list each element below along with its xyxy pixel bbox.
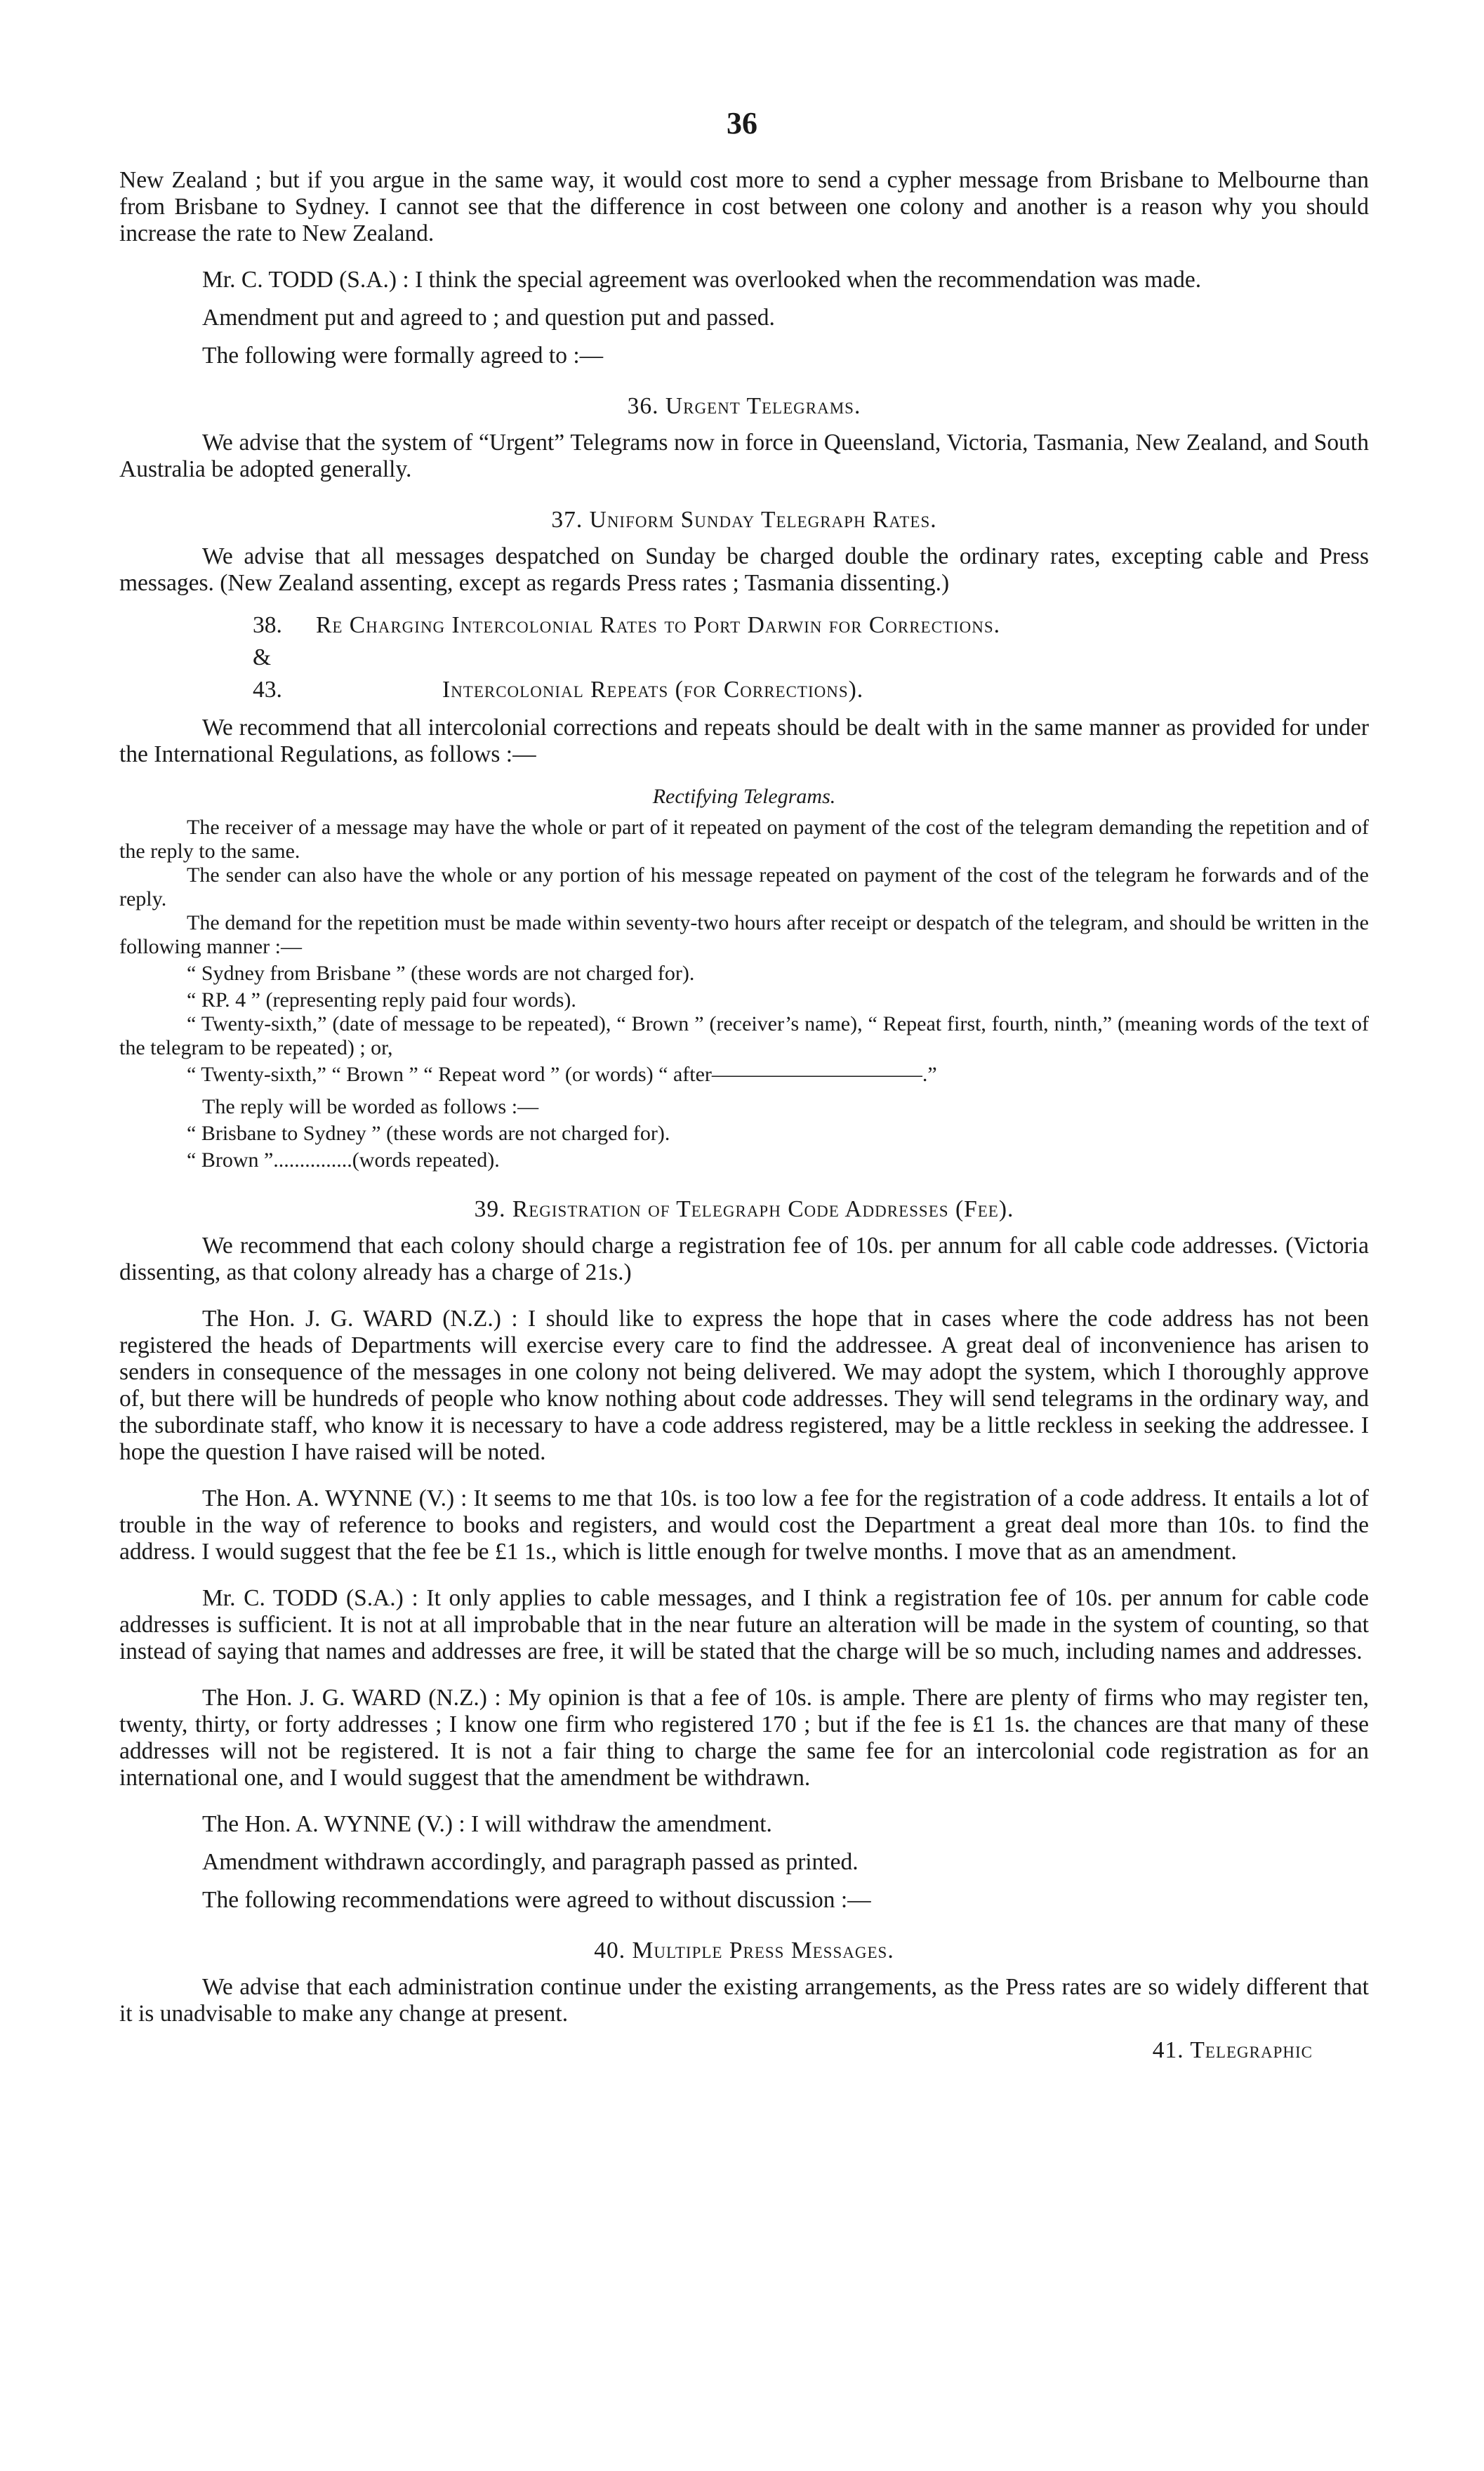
rule-paragraph: The receiver of a message may have the whole or part of it repeated on payment of the cost of the telegram demanding the repetition and of the reply to the same. bbox=[119, 816, 1369, 863]
procedural-note: Amendment withdrawn accordingly, and paragraph passed as printed. bbox=[202, 1849, 859, 1875]
section-number: 38. bbox=[253, 612, 282, 638]
procedural-note: Amendment put and agreed to ; and question put and passed. bbox=[202, 305, 775, 331]
section-heading-37: 37. Uniform Sunday Telegraph Rates. bbox=[551, 507, 937, 533]
speech-wynne-2: The Hon. A. WYNNE (V.) : I will withdraw the amendment. bbox=[202, 1811, 772, 1837]
section-heading-39: 39. Registration of Telegraph Code Addresses (Fee). bbox=[474, 1196, 1014, 1222]
rectifying-telegrams-block bbox=[119, 785, 1369, 1172]
procedural-note: The following recommendations were agreed to without discussion :— bbox=[202, 1887, 871, 1913]
recommendation-40: We advise that each administration continue under the existing arrangements, as the Press rates are so widely different that it is unadvisable to make any change at present. bbox=[119, 1974, 1369, 2027]
rule-paragraph: The sender can also have the whole or any portion of his message repeated on payment of the cost of the telegram he forwards and of the reply. bbox=[119, 863, 1369, 910]
section-heading-38 bbox=[119, 612, 1369, 639]
speech-ward-2: The Hon. J. G. WARD (N.Z.) : My opinion is that a fee of 10s. is ample. There are plenty of firms who may register ten, twenty, thirty, or forty addresses ; I know one firm who registered 170 ; but if the fee is £1 1s. the chances are that many of these addresses will not be registered. It is not a fair thing to charge the same fee for an intercolonial code registration as for an international one, and I would suggest that the amendment be withdrawn. bbox=[119, 1685, 1369, 1791]
procedural-note: The following were formally agreed to :— bbox=[202, 343, 604, 369]
example-line: “ Twenty-sixth,” “ Brown ” “ Repeat word ” (or words) “ after——————————.” bbox=[187, 1063, 937, 1086]
page-content bbox=[119, 167, 1369, 2064]
paragraph-continuation: New Zealand ; but if you argue in the same way, it would cost more to send a cypher message from Brisbane to Melbourne than from Brisbane to Sydney. I cannot see that the difference in cost between one colony and another is a reason why you should increase the rate to New Zealand. bbox=[119, 167, 1369, 246]
section-title: Re Charging Intercolonial Rates to Port Darwin for Corrections. bbox=[316, 612, 1001, 638]
speech-todd-2: Mr. C. TODD (S.A.) : It only applies to cable messages, and I think a registration fee of 10s. per annum for cable code addresses is sufficient. It is not at all improbable that in the near future an alteration will be made in the system of counting, so that instead of saying that names and addresses are free, it will be stated that the charge will be so much, including names and addresses. bbox=[119, 1585, 1369, 1664]
example-line: “ Twenty-sixth,” (date of message to be repeated), “ Brown ” (receiver’s name), “ Repeat first, fourth, ninth,” (meaning words of the text of the telegram to be repeated) ; or, bbox=[119, 1012, 1369, 1059]
catchword: 41. Telegraphic bbox=[1152, 2037, 1313, 2063]
section-heading-40: 40. Multiple Press Messages. bbox=[594, 1937, 894, 1963]
example-line: “ Brisbane to Sydney ” (these words are not charged for). bbox=[187, 1122, 670, 1145]
page-number: 36 bbox=[727, 106, 757, 140]
recommendation-38-43: We recommend that all intercolonial corrections and repeats should be dealt with in the same manner as provided for under the International Regulations, as follows :— bbox=[119, 715, 1369, 767]
recommendation-36: We advise that the system of “Urgent” Telegrams now in force in Queensland, Victoria, Tasmania, New Zealand, and South Australia be adopted generally. bbox=[119, 430, 1369, 482]
recommendation-39: We recommend that each colony should charge a registration fee of 10s. per annum for all cable code addresses. (Victoria dissenting, as that colony already has a charge of 21s.) bbox=[119, 1233, 1369, 1285]
rule-paragraph: The demand for the repetition must be made within seventy-two hours after receipt or despatch of the telegram, and should be written in the following manner :— bbox=[119, 911, 1369, 958]
example-line: The reply will be worded as follows :— bbox=[202, 1095, 539, 1118]
subsection-title: Rectifying Telegrams. bbox=[652, 785, 836, 808]
section-heading-36: 36. Urgent Telegrams. bbox=[627, 393, 861, 419]
example-line: “ RP. 4 ” (representing reply paid four words). bbox=[187, 988, 576, 1012]
ampersand: & bbox=[253, 644, 272, 670]
recommendation-37: We advise that all messages despatched on Sunday be charged double the ordinary rates, excepting cable and Press messages. (New Zealand assenting, except as regards Press rates ; Tasmania dissenting.) bbox=[119, 543, 1369, 596]
speech-wynne-1: The Hon. A. WYNNE (V.) : It seems to me that 10s. is too low a fee for the registration of a code address. It entails a lot of trouble in the way of reference to books and registers, and would cost the Department a great deal more than 10s. to find the address. I would suggest that the fee be £1 1s., which is little enough for twelve months. I move that as an amendment. bbox=[119, 1485, 1369, 1565]
example-line: “ Brown ”...............(words repeated). bbox=[187, 1148, 500, 1172]
speech-todd-1: Mr. C. TODD (S.A.) : I think the special agreement was overlooked when the recommendation was made. bbox=[202, 267, 1202, 293]
speech-ward-1: The Hon. J. G. WARD (N.Z.) : I should like to express the hope that in cases where the code address has not been registered the heads of Departments will exercise every care to find the addressee. A great deal of inconvenience has arisen to senders in consequence of the messages in one colony not being delivered. We may adopt the system, which I thoroughly approve of, but there will be hundreds of people who know nothing about code addresses. They will send telegrams in the ordinary way, and the subordinate staff, who know it is necessary to have a code address registered, may be a little reckless in seeking the addressee. I hope the question I have raised will be noted. bbox=[119, 1306, 1369, 1465]
section-title: Intercolonial Repeats (for Corrections). bbox=[442, 677, 864, 703]
section-heading-43 bbox=[119, 677, 1369, 703]
section-number: 43. bbox=[253, 677, 282, 703]
example-line: “ Sydney from Brisbane ” (these words are not charged for). bbox=[187, 962, 695, 985]
